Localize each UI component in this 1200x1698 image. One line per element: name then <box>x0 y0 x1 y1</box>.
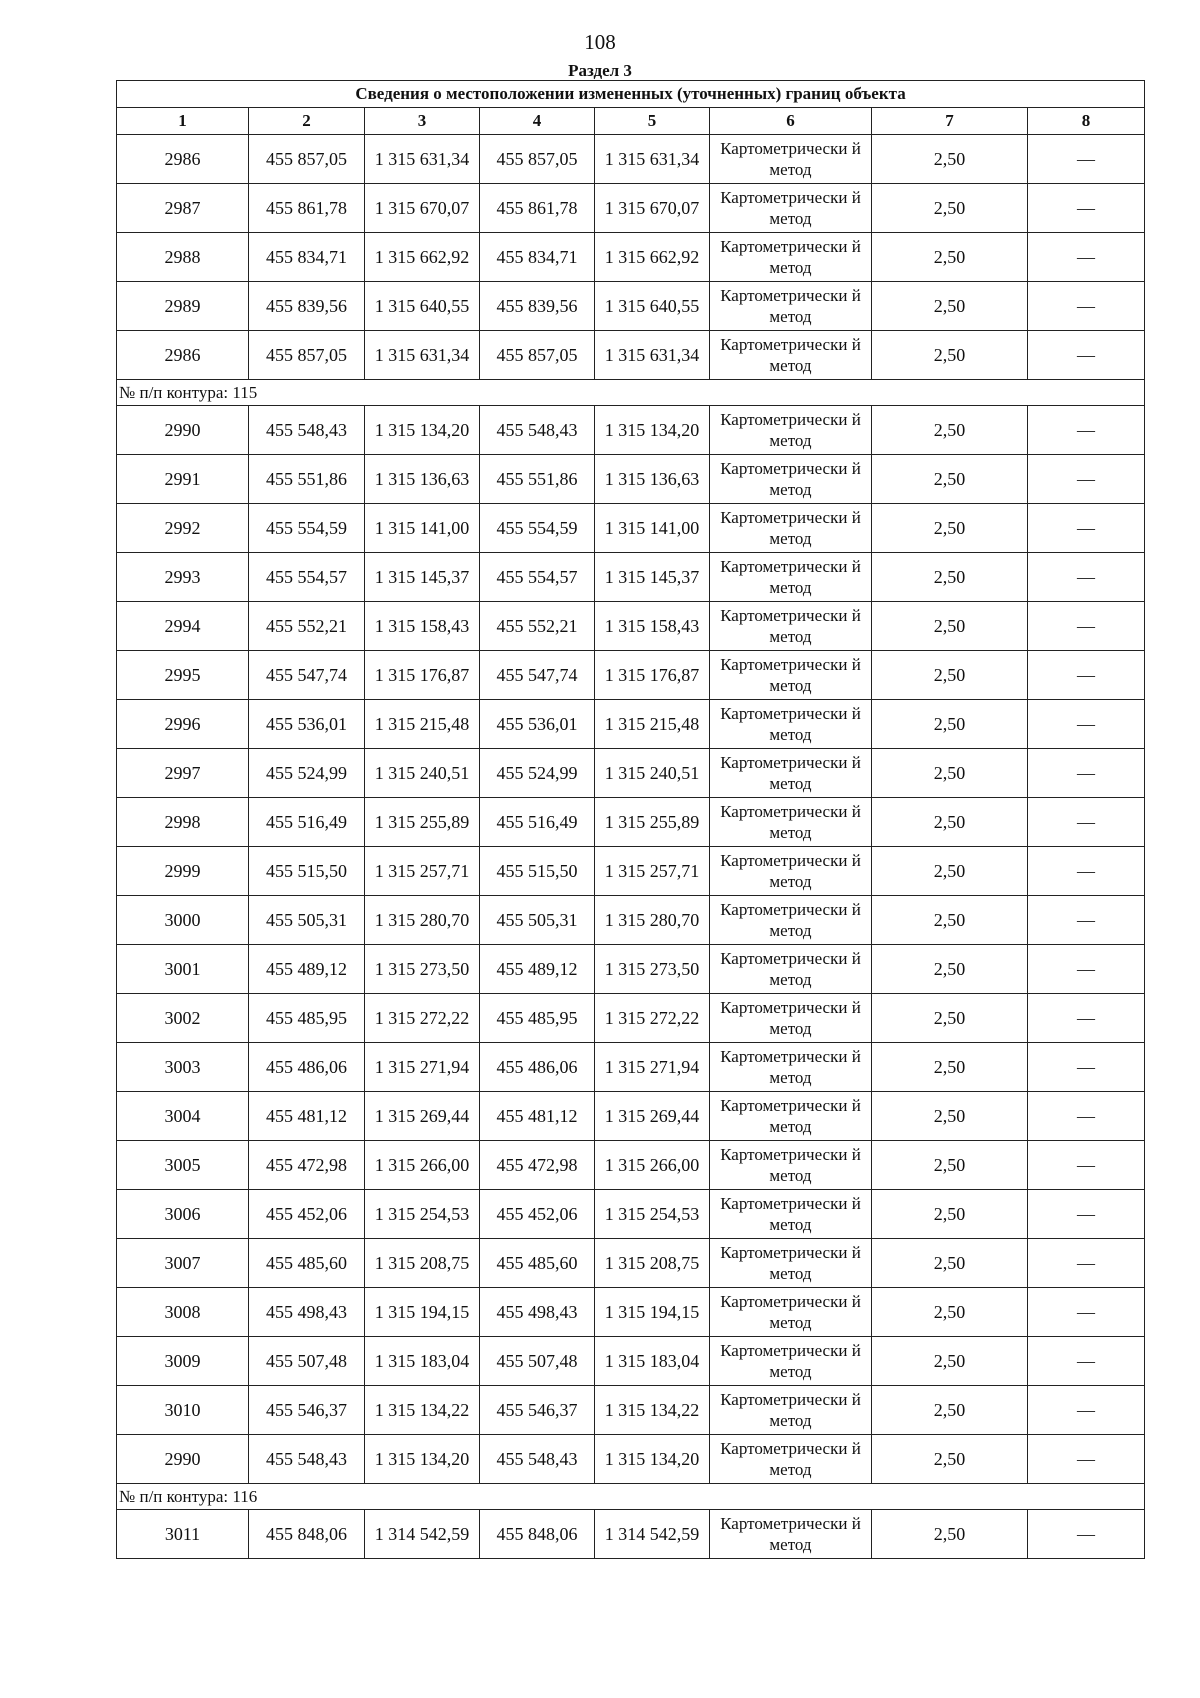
boundary-points-table <box>116 80 1145 1559</box>
method-cell: Картометрически й метод <box>710 994 872 1043</box>
table-row <box>117 553 1145 602</box>
new-y-cell: 1 315 134,20 <box>595 1435 710 1484</box>
old-y-cell: 1 315 254,53 <box>365 1190 480 1239</box>
point-number-cell: 2986 <box>117 135 249 184</box>
new-x-cell: 455 861,78 <box>480 184 595 233</box>
method-cell: Картометрически й метод <box>710 945 872 994</box>
table-row <box>117 504 1145 553</box>
new-x-cell: 455 554,59 <box>480 504 595 553</box>
method-cell: Картометрически й метод <box>710 1510 872 1559</box>
old-y-cell: 1 315 272,22 <box>365 994 480 1043</box>
table-row <box>117 749 1145 798</box>
method-cell: Картометрически й метод <box>710 553 872 602</box>
new-x-cell: 455 524,99 <box>480 749 595 798</box>
point-number-cell: 2988 <box>117 233 249 282</box>
table-row <box>117 1239 1145 1288</box>
method-cell: Картометрически й метод <box>710 504 872 553</box>
old-y-cell: 1 315 194,15 <box>365 1288 480 1337</box>
new-y-cell: 1 315 134,20 <box>595 406 710 455</box>
new-x-cell: 455 551,86 <box>480 455 595 504</box>
accuracy-cell: 2,50 <box>872 945 1028 994</box>
contour-row <box>117 380 1145 406</box>
point-number-cell: 3002 <box>117 994 249 1043</box>
old-x-cell: 455 481,12 <box>249 1092 365 1141</box>
point-number-cell: 2992 <box>117 504 249 553</box>
table-row <box>117 233 1145 282</box>
method-cell: Картометрически й метод <box>710 184 872 233</box>
old-y-cell: 1 315 280,70 <box>365 896 480 945</box>
accuracy-cell: 2,50 <box>872 847 1028 896</box>
new-y-cell: 1 315 631,34 <box>595 135 710 184</box>
description-cell: — <box>1028 504 1145 553</box>
old-x-cell: 455 516,49 <box>249 798 365 847</box>
new-x-cell: 455 472,98 <box>480 1141 595 1190</box>
new-y-cell: 1 315 208,75 <box>595 1239 710 1288</box>
method-cell: Картометрически й метод <box>710 896 872 945</box>
table-row <box>117 1190 1145 1239</box>
method-cell: Картометрически й метод <box>710 798 872 847</box>
new-y-cell: 1 315 255,89 <box>595 798 710 847</box>
new-y-cell: 1 315 176,87 <box>595 651 710 700</box>
table-row <box>117 1043 1145 1092</box>
old-x-cell: 455 861,78 <box>249 184 365 233</box>
column-number: 1 <box>117 108 249 135</box>
new-y-cell: 1 315 266,00 <box>595 1141 710 1190</box>
method-cell: Картометрически й метод <box>710 1141 872 1190</box>
method-cell: Картометрически й метод <box>710 1092 872 1141</box>
new-x-cell: 455 536,01 <box>480 700 595 749</box>
new-y-cell: 1 315 662,92 <box>595 233 710 282</box>
method-cell: Картометрически й метод <box>710 135 872 184</box>
description-cell: — <box>1028 749 1145 798</box>
method-cell: Картометрически й метод <box>710 331 872 380</box>
new-y-cell: 1 315 136,63 <box>595 455 710 504</box>
point-number-cell: 2996 <box>117 700 249 749</box>
method-cell: Картометрически й метод <box>710 847 872 896</box>
old-x-cell: 455 548,43 <box>249 406 365 455</box>
table-row <box>117 1386 1145 1435</box>
old-x-cell: 455 834,71 <box>249 233 365 282</box>
old-x-cell: 455 472,98 <box>249 1141 365 1190</box>
old-y-cell: 1 315 145,37 <box>365 553 480 602</box>
new-x-cell: 455 516,49 <box>480 798 595 847</box>
point-number-cell: 2994 <box>117 602 249 651</box>
new-x-cell: 455 489,12 <box>480 945 595 994</box>
old-x-cell: 455 536,01 <box>249 700 365 749</box>
page-number: 108 <box>584 30 616 54</box>
old-y-cell: 1 315 176,87 <box>365 651 480 700</box>
column-number: 8 <box>1028 108 1145 135</box>
accuracy-cell: 2,50 <box>872 406 1028 455</box>
column-number: 4 <box>480 108 595 135</box>
new-y-cell: 1 315 194,15 <box>595 1288 710 1337</box>
accuracy-cell: 2,50 <box>872 1092 1028 1141</box>
accuracy-cell: 2,50 <box>872 1239 1028 1288</box>
new-y-cell: 1 314 542,59 <box>595 1510 710 1559</box>
point-number-cell: 2995 <box>117 651 249 700</box>
point-number-cell: 2987 <box>117 184 249 233</box>
description-cell: — <box>1028 1337 1145 1386</box>
new-x-cell: 455 452,06 <box>480 1190 595 1239</box>
description-cell: — <box>1028 896 1145 945</box>
old-y-cell: 1 315 136,63 <box>365 455 480 504</box>
table-row <box>117 1141 1145 1190</box>
old-y-cell: 1 315 141,00 <box>365 504 480 553</box>
table-row <box>117 1337 1145 1386</box>
accuracy-cell: 2,50 <box>872 749 1028 798</box>
old-x-cell: 455 554,59 <box>249 504 365 553</box>
point-number-cell: 3008 <box>117 1288 249 1337</box>
table-row <box>117 1288 1145 1337</box>
old-y-cell: 1 315 134,22 <box>365 1386 480 1435</box>
new-y-cell: 1 315 631,34 <box>595 331 710 380</box>
old-y-cell: 1 315 257,71 <box>365 847 480 896</box>
point-number-cell: 3001 <box>117 945 249 994</box>
old-x-cell: 455 546,37 <box>249 1386 365 1435</box>
new-y-cell: 1 315 271,94 <box>595 1043 710 1092</box>
new-x-cell: 455 552,21 <box>480 602 595 651</box>
accuracy-cell: 2,50 <box>872 896 1028 945</box>
old-y-cell: 1 315 670,07 <box>365 184 480 233</box>
accuracy-cell: 2,50 <box>872 1435 1028 1484</box>
new-x-cell: 455 554,57 <box>480 553 595 602</box>
point-number-cell: 3000 <box>117 896 249 945</box>
column-number: 6 <box>710 108 872 135</box>
old-x-cell: 455 507,48 <box>249 1337 365 1386</box>
old-y-cell: 1 315 640,55 <box>365 282 480 331</box>
old-y-cell: 1 315 273,50 <box>365 945 480 994</box>
new-y-cell: 1 315 640,55 <box>595 282 710 331</box>
old-x-cell: 455 489,12 <box>249 945 365 994</box>
old-y-cell: 1 315 255,89 <box>365 798 480 847</box>
old-x-cell: 455 551,86 <box>249 455 365 504</box>
point-number-cell: 2993 <box>117 553 249 602</box>
method-cell: Картометрически й метод <box>710 1435 872 1484</box>
method-cell: Картометрически й метод <box>710 602 872 651</box>
old-x-cell: 455 857,05 <box>249 135 365 184</box>
old-x-cell: 455 554,57 <box>249 553 365 602</box>
method-cell: Картометрически й метод <box>710 455 872 504</box>
description-cell: — <box>1028 798 1145 847</box>
new-x-cell: 455 515,50 <box>480 847 595 896</box>
column-number: 7 <box>872 108 1028 135</box>
method-cell: Картометрически й метод <box>710 749 872 798</box>
accuracy-cell: 2,50 <box>872 1043 1028 1092</box>
description-cell: — <box>1028 406 1145 455</box>
description-cell: — <box>1028 455 1145 504</box>
old-y-cell: 1 315 208,75 <box>365 1239 480 1288</box>
description-cell: — <box>1028 847 1145 896</box>
contour-row <box>117 1484 1145 1510</box>
new-y-cell: 1 315 280,70 <box>595 896 710 945</box>
table-row <box>117 651 1145 700</box>
old-y-cell: 1 315 662,92 <box>365 233 480 282</box>
point-number-cell: 3007 <box>117 1239 249 1288</box>
accuracy-cell: 2,50 <box>872 1141 1028 1190</box>
description-cell: — <box>1028 553 1145 602</box>
description-cell: — <box>1028 331 1145 380</box>
description-cell: — <box>1028 1141 1145 1190</box>
new-y-cell: 1 315 183,04 <box>595 1337 710 1386</box>
table-row <box>117 455 1145 504</box>
old-x-cell: 455 485,95 <box>249 994 365 1043</box>
old-x-cell: 455 548,43 <box>249 1435 365 1484</box>
point-number-cell: 2990 <box>117 406 249 455</box>
new-x-cell: 455 548,43 <box>480 1435 595 1484</box>
table-row <box>117 798 1145 847</box>
description-cell: — <box>1028 233 1145 282</box>
new-y-cell: 1 315 134,22 <box>595 1386 710 1435</box>
point-number-cell: 2989 <box>117 282 249 331</box>
table-row <box>117 700 1145 749</box>
description-cell: — <box>1028 282 1145 331</box>
section-title: Раздел 3 <box>568 61 632 80</box>
accuracy-cell: 2,50 <box>872 1337 1028 1386</box>
description-cell: — <box>1028 135 1145 184</box>
point-number-cell: 2998 <box>117 798 249 847</box>
accuracy-cell: 2,50 <box>872 651 1028 700</box>
accuracy-cell: 2,50 <box>872 602 1028 651</box>
table-caption: Сведения о местоположении измененных (уточненных) границ объекта <box>117 81 1145 108</box>
new-x-cell: 455 498,43 <box>480 1288 595 1337</box>
new-x-cell: 455 857,05 <box>480 135 595 184</box>
new-x-cell: 455 481,12 <box>480 1092 595 1141</box>
description-cell: — <box>1028 994 1145 1043</box>
accuracy-cell: 2,50 <box>872 1190 1028 1239</box>
new-y-cell: 1 315 141,00 <box>595 504 710 553</box>
description-cell: — <box>1028 1092 1145 1141</box>
old-y-cell: 1 314 542,59 <box>365 1510 480 1559</box>
description-cell: — <box>1028 1288 1145 1337</box>
method-cell: Картометрически й метод <box>710 406 872 455</box>
table-row <box>117 1510 1145 1559</box>
accuracy-cell: 2,50 <box>872 1288 1028 1337</box>
accuracy-cell: 2,50 <box>872 798 1028 847</box>
new-y-cell: 1 315 670,07 <box>595 184 710 233</box>
contour-label: № п/п контура: 116 <box>117 1484 1145 1510</box>
old-y-cell: 1 315 631,34 <box>365 331 480 380</box>
new-x-cell: 455 548,43 <box>480 406 595 455</box>
old-x-cell: 455 552,21 <box>249 602 365 651</box>
description-cell: — <box>1028 1510 1145 1559</box>
new-y-cell: 1 315 240,51 <box>595 749 710 798</box>
method-cell: Картометрически й метод <box>710 282 872 331</box>
new-x-cell: 455 857,05 <box>480 331 595 380</box>
new-y-cell: 1 315 257,71 <box>595 847 710 896</box>
table-row <box>117 994 1145 1043</box>
old-y-cell: 1 315 269,44 <box>365 1092 480 1141</box>
table-row <box>117 135 1145 184</box>
old-y-cell: 1 315 215,48 <box>365 700 480 749</box>
table-row <box>117 896 1145 945</box>
column-number: 3 <box>365 108 480 135</box>
new-y-cell: 1 315 254,53 <box>595 1190 710 1239</box>
description-cell: — <box>1028 184 1145 233</box>
old-y-cell: 1 315 134,20 <box>365 406 480 455</box>
old-x-cell: 455 848,06 <box>249 1510 365 1559</box>
new-y-cell: 1 315 145,37 <box>595 553 710 602</box>
new-y-cell: 1 315 158,43 <box>595 602 710 651</box>
method-cell: Картометрически й метод <box>710 233 872 282</box>
table-row <box>117 184 1145 233</box>
method-cell: Картометрически й метод <box>710 1190 872 1239</box>
contour-label: № п/п контура: 115 <box>117 380 1145 406</box>
new-x-cell: 455 839,56 <box>480 282 595 331</box>
old-x-cell: 455 515,50 <box>249 847 365 896</box>
table-row <box>117 1435 1145 1484</box>
new-x-cell: 455 834,71 <box>480 233 595 282</box>
method-cell: Картометрически й метод <box>710 1386 872 1435</box>
new-x-cell: 455 485,95 <box>480 994 595 1043</box>
description-cell: — <box>1028 1435 1145 1484</box>
new-y-cell: 1 315 272,22 <box>595 994 710 1043</box>
table-row <box>117 331 1145 380</box>
column-number: 2 <box>249 108 365 135</box>
description-cell: — <box>1028 1043 1145 1092</box>
old-x-cell: 455 839,56 <box>249 282 365 331</box>
method-cell: Картометрически й метод <box>710 1239 872 1288</box>
column-number: 5 <box>595 108 710 135</box>
description-cell: — <box>1028 1190 1145 1239</box>
point-number-cell: 2991 <box>117 455 249 504</box>
new-y-cell: 1 315 215,48 <box>595 700 710 749</box>
table-row <box>117 1092 1145 1141</box>
accuracy-cell: 2,50 <box>872 184 1028 233</box>
new-y-cell: 1 315 269,44 <box>595 1092 710 1141</box>
new-x-cell: 455 485,60 <box>480 1239 595 1288</box>
old-x-cell: 455 524,99 <box>249 749 365 798</box>
method-cell: Картометрически й метод <box>710 1337 872 1386</box>
old-x-cell: 455 485,60 <box>249 1239 365 1288</box>
method-cell: Картометрически й метод <box>710 700 872 749</box>
point-number-cell: 3003 <box>117 1043 249 1092</box>
old-y-cell: 1 315 631,34 <box>365 135 480 184</box>
accuracy-cell: 2,50 <box>872 455 1028 504</box>
old-y-cell: 1 315 271,94 <box>365 1043 480 1092</box>
old-x-cell: 455 505,31 <box>249 896 365 945</box>
table-row <box>117 406 1145 455</box>
old-y-cell: 1 315 240,51 <box>365 749 480 798</box>
table-caption-row <box>117 81 1145 108</box>
old-y-cell: 1 315 266,00 <box>365 1141 480 1190</box>
point-number-cell: 3006 <box>117 1190 249 1239</box>
old-y-cell: 1 315 134,20 <box>365 1435 480 1484</box>
accuracy-cell: 2,50 <box>872 331 1028 380</box>
table-row <box>117 602 1145 651</box>
point-number-cell: 3010 <box>117 1386 249 1435</box>
description-cell: — <box>1028 700 1145 749</box>
description-cell: — <box>1028 651 1145 700</box>
method-cell: Картометрически й метод <box>710 1043 872 1092</box>
point-number-cell: 2990 <box>117 1435 249 1484</box>
old-y-cell: 1 315 158,43 <box>365 602 480 651</box>
accuracy-cell: 2,50 <box>872 504 1028 553</box>
accuracy-cell: 2,50 <box>872 1386 1028 1435</box>
accuracy-cell: 2,50 <box>872 700 1028 749</box>
new-x-cell: 455 486,06 <box>480 1043 595 1092</box>
accuracy-cell: 2,50 <box>872 994 1028 1043</box>
accuracy-cell: 2,50 <box>872 553 1028 602</box>
old-x-cell: 455 547,74 <box>249 651 365 700</box>
accuracy-cell: 2,50 <box>872 233 1028 282</box>
accuracy-cell: 2,50 <box>872 1510 1028 1559</box>
column-number-row <box>117 108 1145 135</box>
new-x-cell: 455 546,37 <box>480 1386 595 1435</box>
new-y-cell: 1 315 273,50 <box>595 945 710 994</box>
table-row <box>117 847 1145 896</box>
point-number-cell: 3004 <box>117 1092 249 1141</box>
table-body <box>117 135 1145 1559</box>
point-number-cell: 3005 <box>117 1141 249 1190</box>
old-x-cell: 455 486,06 <box>249 1043 365 1092</box>
description-cell: — <box>1028 602 1145 651</box>
table-row <box>117 945 1145 994</box>
point-number-cell: 2999 <box>117 847 249 896</box>
method-cell: Картометрически й метод <box>710 651 872 700</box>
accuracy-cell: 2,50 <box>872 135 1028 184</box>
description-cell: — <box>1028 945 1145 994</box>
method-cell: Картометрически й метод <box>710 1288 872 1337</box>
point-number-cell: 2997 <box>117 749 249 798</box>
table-row <box>117 282 1145 331</box>
old-y-cell: 1 315 183,04 <box>365 1337 480 1386</box>
new-x-cell: 455 507,48 <box>480 1337 595 1386</box>
accuracy-cell: 2,50 <box>872 282 1028 331</box>
new-x-cell: 455 505,31 <box>480 896 595 945</box>
old-x-cell: 455 498,43 <box>249 1288 365 1337</box>
point-number-cell: 3011 <box>117 1510 249 1559</box>
point-number-cell: 3009 <box>117 1337 249 1386</box>
description-cell: — <box>1028 1239 1145 1288</box>
description-cell: — <box>1028 1386 1145 1435</box>
old-x-cell: 455 452,06 <box>249 1190 365 1239</box>
new-x-cell: 455 848,06 <box>480 1510 595 1559</box>
point-number-cell: 2986 <box>117 331 249 380</box>
old-x-cell: 455 857,05 <box>249 331 365 380</box>
new-x-cell: 455 547,74 <box>480 651 595 700</box>
